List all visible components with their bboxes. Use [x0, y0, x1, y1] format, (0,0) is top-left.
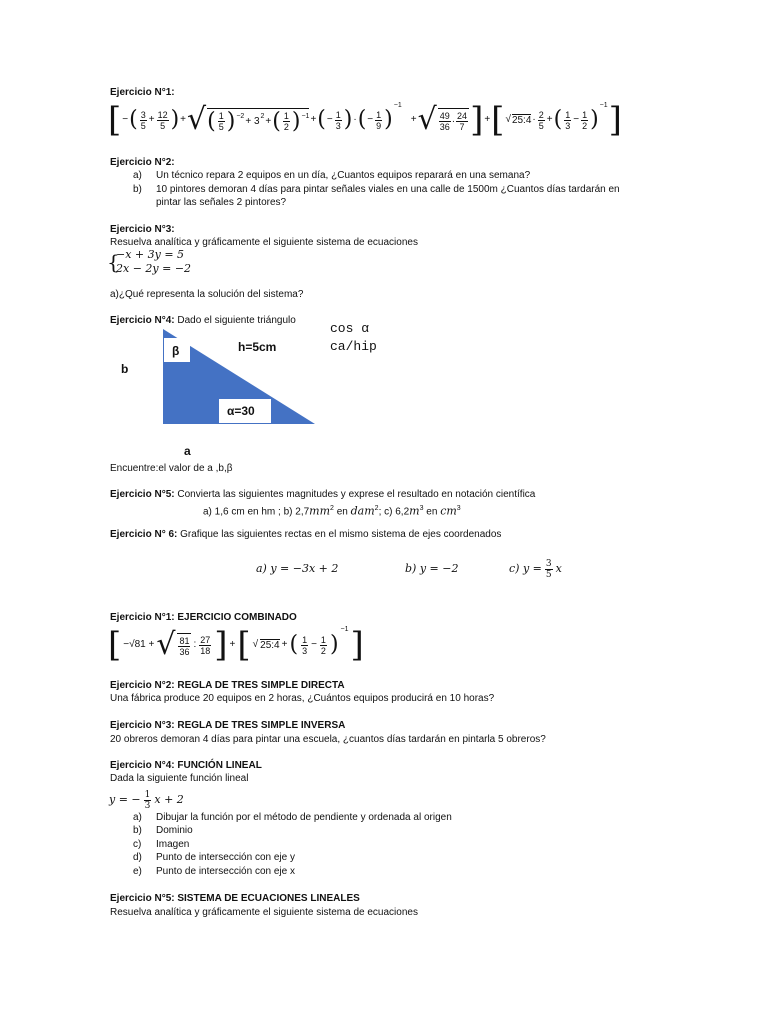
expr-term: + 3 [245, 115, 260, 127]
close-bracket: ] [470, 100, 484, 140]
height-label: h=5cm [238, 340, 277, 354]
fraction: $\frac{27}{18}$ [200, 634, 211, 656]
ex5-title: Ejercicio N°5: [110, 489, 175, 500]
fraction: $\frac{1}{5}$ [218, 111, 224, 132]
ex4-intro: Dado el siguiente triángulo [177, 315, 296, 326]
fraction: $\frac{1}{2}$ [320, 634, 326, 656]
radical-sign: √ [187, 102, 207, 137]
fraction: $\frac{24}{7}$ [457, 111, 468, 132]
ex6-title: Ejercicio N° 6: [110, 529, 178, 540]
fraction: $\frac{1}{2}$ [283, 111, 289, 132]
p2-ex3-title: Ejercicio N°3: REGLA DE TRES SIMPLE INVERSA [110, 720, 346, 731]
ex2-item-a-text: Un técnico repara 2 equipos en un día, ¿Cuantos equipos reparará en una semana? [156, 170, 531, 181]
radicand: 25:4 [260, 639, 280, 651]
expr-term: + [546, 114, 553, 125]
fraction: $\frac{1}{9}$ [376, 109, 382, 131]
radicand: ( $\frac{1}{5}$ ) $^{-2}$ + 3 $^2$ + ( $\frac{1}{2}$ ) $^{-1}$ [207, 108, 310, 134]
ex6-heading [110, 529, 501, 541]
ex2-item-b-text: 10 pintores demoran 4 días para pintar señales viales en una calle de 1500m ¿Cuantos días tardarán en [156, 184, 620, 195]
side-a-label: a [184, 444, 191, 458]
expr-term: + [148, 114, 155, 125]
ex4-note-ratio: ca/hip [330, 339, 377, 354]
radical-sign: √ [417, 102, 437, 137]
expr-term: − [122, 114, 129, 125]
fraction: $\frac{3}{5}$ [545, 558, 552, 580]
p2-ex4-equation: y = − $\frac{1}{3}$ x + 2 [109, 789, 184, 811]
expr-term: − [573, 114, 580, 125]
fraction: $\frac{12}{5}$ [157, 109, 168, 131]
expr-term: − [311, 639, 317, 650]
open-bracket: [ [108, 100, 122, 140]
p2-ex2-text: Una fábrica produce 20 equipos en 2 horas, ¿Cuántos equipos producirá en 10 horas? [110, 693, 495, 704]
expr-term: + [229, 639, 236, 650]
p2-ex4-item-label: e) [133, 866, 142, 877]
expr-term: · [353, 114, 357, 125]
ex6-line-b: b) y = −2 [405, 562, 459, 575]
p2-ex4-title: Ejercicio N°4: FUNCIÓN LINEAL [110, 760, 262, 771]
ex5-part-a: a) 1,6 cm en hm ; b) 2,7 [203, 506, 310, 518]
expr-term: −√81 + [123, 639, 155, 650]
p2-ex4-item-text: Dominio [156, 825, 193, 836]
beta-label: β [172, 344, 180, 358]
p2-ex1-title: Ejercicio N°1: EJERCICIO COMBINADO [110, 612, 297, 623]
fraction: $\frac{49}{36}$ [439, 111, 450, 132]
ex3-title: Ejercicio N°3: [110, 224, 175, 235]
ex5-items: a) 1,6 cm en hm ; b) $2,7mm^2$ en dam$^2$; c) $6,2m^3$ en $cm^3$ [203, 504, 461, 518]
p2-ex4-item-text: Punto de intersección con eje x [156, 866, 295, 877]
p2-ex4-intro: Dada la siguiente función lineal [110, 773, 249, 784]
close-paren: ) [170, 107, 180, 132]
ex3-eq2: 2x − 2y = −2 [116, 262, 192, 275]
unit-dam: dam [350, 504, 375, 518]
side-b-label: b [121, 362, 129, 376]
p2-ex4-item-label: b) [133, 825, 142, 836]
expr-term: + [281, 639, 288, 650]
fraction: $\frac{3}{5}$ [140, 109, 146, 131]
close-bracket: ] [608, 100, 622, 140]
system-brace: { [107, 250, 120, 274]
unit-mm: mm [309, 504, 331, 518]
open-bracket: [ [491, 100, 505, 140]
ex1-expression: [ − ( $\frac{3}{5}$ + $\frac{12}{5}$ ) + √ ( $\frac{1}{5}$ ) $^{-2}$ + 3 $^2$ + ( $\frac{1}{2}$ ) $^{-1}$ + ( − $\frac{1}{3}$ ) · ( − $\frac{1}{9}$ ) $^{-1}$ + √ $\frac{49}{36}$ · $\frac{24}{7}$ ] + [ √ 25:4 · $\frac{2}{5}$ + ( $\frac{1}{3}$ − $\frac{1}{2}$ ) $^{-1}$ ] [108, 100, 622, 140]
fraction: $\frac{1}{3}$ [302, 634, 308, 656]
p2-ex4-item-label: c) [133, 839, 142, 850]
ex4-heading [110, 315, 296, 327]
close-bracket: ] [350, 625, 364, 665]
alpha-label: α=30 [227, 404, 255, 418]
unit-cm3: cm [440, 504, 457, 518]
ex6-line-a: a) y = −3x + 2 [256, 562, 339, 575]
ex6-intro: Grafique las siguientes rectas en el mismo sistema de ejes coordenados [180, 529, 502, 540]
fraction: $\frac{1}{3}$ [144, 789, 151, 811]
p2-ex5-text: Resuelva analítica y gráficamente el siguiente sistema de ecuaciones [110, 907, 418, 918]
ex3-eq1: −x + 3y = 5 [116, 248, 185, 261]
radicand: $\frac{49}{36}$ · $\frac{24}{7}$ [438, 108, 469, 132]
fraction: $\frac{1}{3}$ [565, 109, 571, 131]
ex4-note-cos: cos α [330, 321, 370, 336]
fraction: $\frac{2}{5}$ [538, 109, 544, 131]
p2-ex1-expression: [ −√81 + √ $\frac{81}{36}$ : $\frac{27}{18}$ ] + [ √ 25:4 + ( $\frac{1}{3}$ − $\frac{1}{2}$ ) $^{-1}$ ] [108, 625, 364, 665]
ex4-find: Encuentre:el valor de a ,b,β [110, 463, 233, 474]
expr-term: + [484, 114, 491, 125]
expr-term: + [265, 115, 272, 127]
ex5-part-c: ; c) 6,2 [378, 506, 410, 518]
ex5-intro: Convierta las siguientes magnitudes y exprese el resultado en notación científica [177, 489, 536, 500]
radical-sign: √ [156, 627, 176, 662]
open-paren: ( [129, 107, 138, 132]
unit-m3: m [409, 504, 420, 518]
p2-ex5-title: Ejercicio N°5: SISTEMA DE ECUACIONES LINEALES [110, 893, 360, 904]
ex4-title: Ejercicio N°4: [110, 315, 175, 326]
close-bracket: ] [214, 625, 228, 665]
p2-ex4-item-text: Dibujar la función por el método de pendiente y ordenada al origen [156, 812, 452, 823]
ex1-title: Ejercicio N°1: [110, 87, 175, 98]
p2-ex4-item-label: d) [133, 852, 142, 863]
ex3-question: a)¿Qué representa la solución del sistema? [110, 289, 304, 300]
radicand: 25:4 [511, 114, 532, 126]
expr-term: + [180, 114, 187, 125]
ex2-item-b-label: b) [133, 184, 142, 195]
p2-ex2-title: Ejercicio N°2: REGLA DE TRES SIMPLE DIRECTA [110, 680, 345, 691]
ex5-heading [110, 489, 535, 501]
ex2-title: Ejercicio N°2: [110, 157, 175, 168]
radicand [177, 633, 191, 657]
expr-term: + [410, 114, 417, 125]
p2-ex4-item-text: Punto de intersección con eje y [156, 852, 295, 863]
expr-term: + [310, 114, 317, 125]
p2-ex4-item-text: Imagen [156, 839, 190, 850]
expr-term: : [193, 639, 197, 650]
ex6-line-c: c) y = $\frac{3}{5}$ x [509, 558, 562, 580]
open-bracket: [ [108, 625, 122, 665]
ex2-item-b-text-2: pintar las señales 2 pintores? [156, 197, 287, 208]
ex2-item-a-label: a) [133, 170, 142, 181]
p2-ex4-item-label: a) [133, 812, 142, 823]
p2-ex3-text: 20 obreros demoran 4 días para pintar una escuela, ¿cuantos días tardarán en pintarla 5 obreros? [110, 734, 546, 745]
open-bracket: [ [237, 625, 251, 665]
fraction: $\frac{81}{36}$ [179, 636, 190, 657]
fraction: $\frac{1}{2}$ [582, 109, 588, 131]
ex3-intro: Resuelva analítica y gráficamente el siguiente sistema de ecuaciones [110, 237, 418, 248]
fraction: $\frac{1}{3}$ [335, 109, 341, 131]
